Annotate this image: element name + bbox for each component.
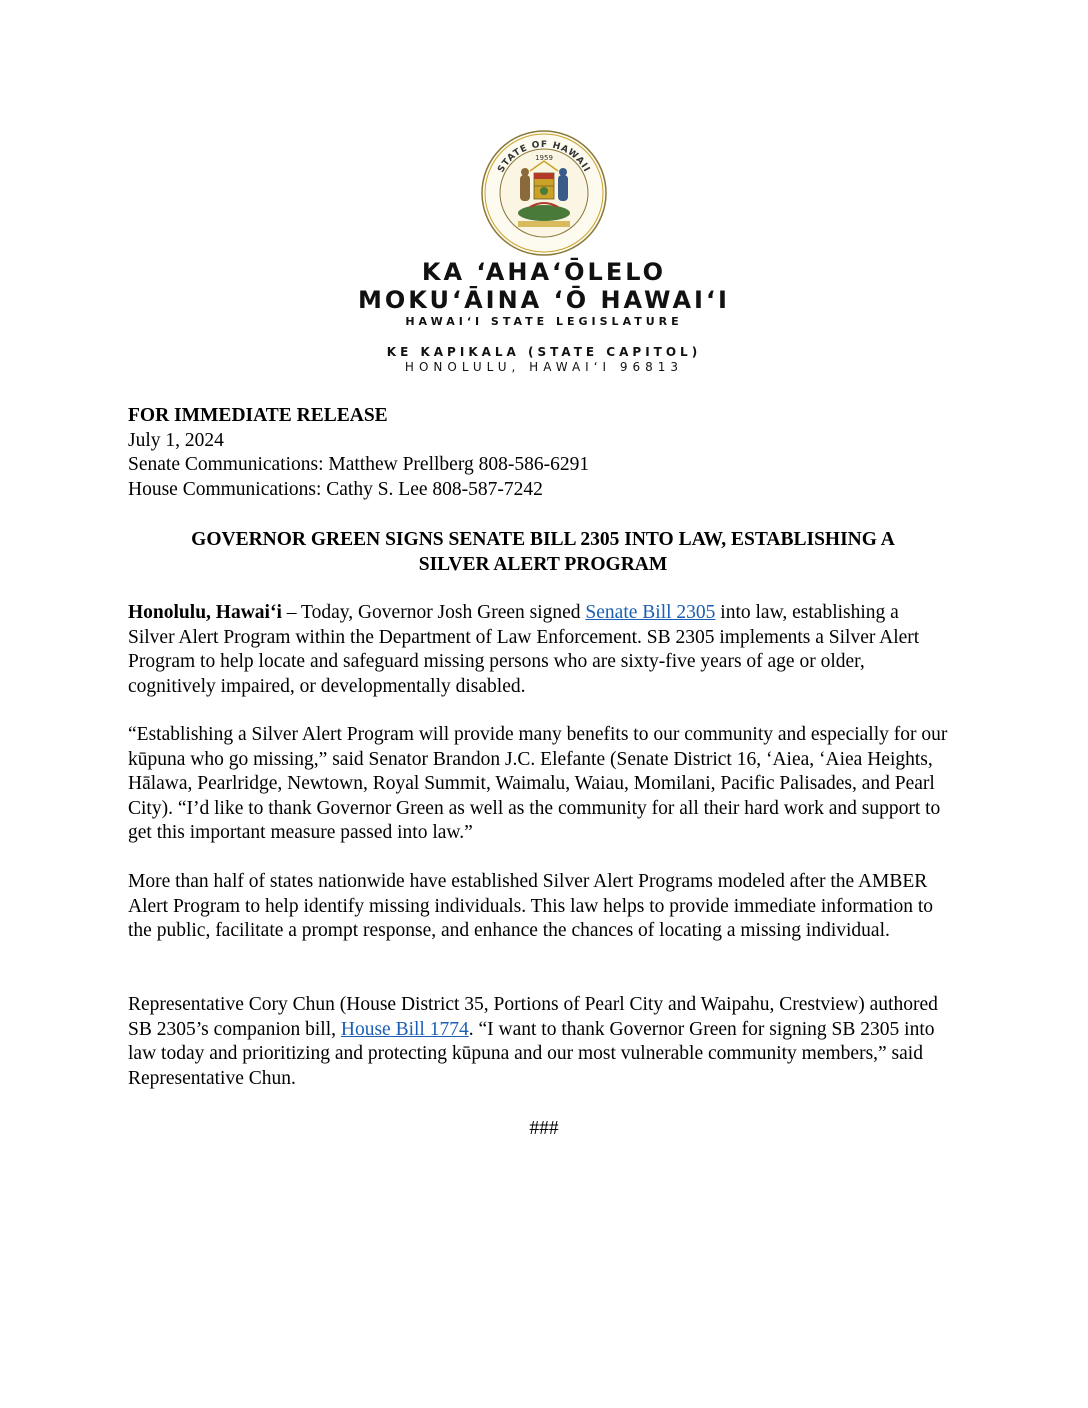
paragraph-3: More than half of states nationwide have established Silver Alert Programs modeled after the AMBER Alert Program to help identify missing individuals. This law helps to provide immediate information to the public, facilitate a prompt response, and enhance the chances of locating a missing individual. [128, 871, 933, 941]
senate-bill-link[interactable]: Senate Bill 2305 [585, 602, 716, 623]
paragraph-1 [128, 601, 948, 699]
headline [128, 528, 958, 577]
paragraph-4 [128, 993, 948, 1091]
release-date: July 1, 2024 [128, 429, 224, 451]
release-label: FOR IMMEDIATE RELEASE [128, 405, 388, 426]
state-seal-icon [480, 129, 608, 257]
headline-line-1: GOVERNOR GREEN SIGNS SENATE BILL 2305 INTO LAW, ESTABLISHING A [191, 529, 895, 550]
letterhead-capitol: KE KAPIKALA (STATE CAPITOL) [386, 345, 702, 359]
paragraph-4-text-b: . “I want to thank Governor Green for signing SB 2305 into law today and prioritizing and protecting kūpuna and our most vulnerable community members,” said Representative Chun. [128, 1018, 935, 1089]
house-bill-link[interactable]: House Bill 1774 [340, 1018, 469, 1040]
letterhead-address: HONOLULU, HAWAIʻI 96813 [404, 360, 684, 374]
letterhead-hawaiian-subtitle: MOKUʻĀINA ʻŌ HAWAIʻI [358, 286, 730, 314]
svg-text:1959: 1959 [535, 154, 553, 162]
headline-line-2: SILVER ALERT PROGRAM [418, 553, 668, 575]
paragraph-1-text-b: into law, establishing a Silver Alert Program within the Department of Law Enforcement. SB 2305 implements a Silver Alert Program to help locate and safeguard missing persons who are sixty-five years of age or older, cognitively impaired, or developmentally disabled. [128, 602, 920, 697]
house-contact: House Communications: Cathy S. Lee 808-587-7242 [128, 478, 543, 500]
letterhead-english-title: HAWAIʻI STATE LEGISLATURE [405, 315, 683, 328]
svg-text:STATE OF HAWAII: STATE OF HAWAII [496, 139, 592, 175]
release-info [128, 404, 948, 502]
senate-contact: Senate Communications: Matthew Prellberg 808-586-6291 [128, 454, 590, 475]
letterhead-hawaiian-title: KA ʻAHAʻŌLELO [421, 258, 667, 286]
paragraph-4-text-a: Representative Cory Chun (House District 35, Portions of Pearl City and Waipahu, Crestview) authored SB 2305’s companion bill, [128, 994, 938, 1040]
paragraph-2: “Establishing a Silver Alert Program will provide many benefits to our community and especially for our kūpuna who go missing,” said Senator Brandon J.C. Elefante (Senate District 16, ʻAiea, ʻAiea Heights, Hālawa, Pearlridge, Newtown, Royal Summit, Waimalu, Waiau, Momilani, Pacific Palisades, and Pearl City). “I’d like to thank Governor Green as well as the community for all their hard work and support to get this important measure passed into law.” [128, 724, 948, 843]
dateline: Honolulu, Hawaiʻi [128, 602, 282, 623]
end-mark: ### [529, 1118, 559, 1139]
paragraph-1-text-a: – Today, Governor Josh Green signed [281, 602, 586, 623]
